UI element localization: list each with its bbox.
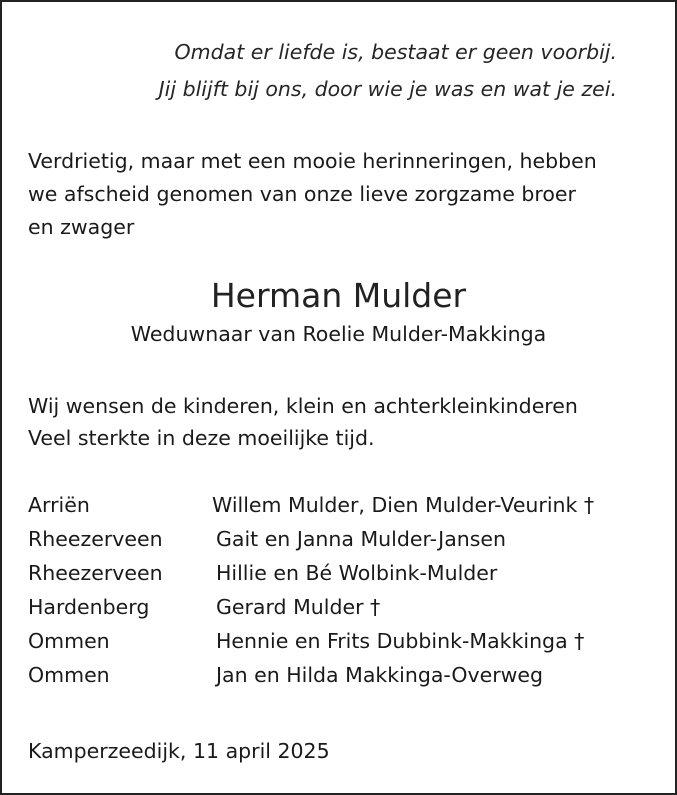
family-names: Gait en Janna Mulder-Jansen (216, 527, 507, 551)
intro-line: Verdrietig, maar met een mooie herinneringen, hebben (28, 149, 597, 173)
family-row (28, 624, 594, 658)
family-place: Arriën (28, 493, 90, 517)
family-place: Ommen (28, 663, 110, 687)
intro-text (28, 145, 658, 244)
wish-line: Wij wensen de kinderen, klein en achterkleinkinderen (28, 394, 578, 418)
family-names: Hennie en Frits Dubbink-Makkinga † (216, 629, 585, 653)
closing-place-date: Kamperzeedijk, 11 april 2025 (28, 739, 330, 763)
poem (159, 34, 617, 108)
family-place: Ommen (28, 629, 110, 653)
intro-line: we afscheid genomen van onze lieve zorgzame broer (28, 182, 576, 206)
family-row (28, 590, 594, 624)
family-row (28, 556, 594, 590)
intro-line: en zwager (28, 215, 135, 239)
wish-text (28, 390, 578, 454)
family-place: Rheezerveen (28, 527, 163, 551)
family-place: Hardenberg (28, 595, 150, 619)
family-row (28, 658, 594, 692)
family-names: Hillie en Bé Wolbink-Mulder (216, 561, 498, 585)
family-list (28, 488, 594, 692)
deceased-name: Herman Mulder (210, 276, 467, 315)
family-row (28, 488, 594, 522)
family-names: Jan en Hilda Makkinga-Overweg (216, 663, 544, 687)
poem-line: Omdat er liefde is, bestaat er geen voorbij. (174, 40, 617, 64)
family-names: Gerard Mulder † (216, 595, 381, 619)
deceased-subtitle: Weduwnaar van Roelie Mulder-Makkinga (130, 322, 547, 346)
wish-line: Veel sterkte in deze moeilijke tijd. (28, 426, 375, 450)
family-names: Willem Mulder, Dien Mulder-Veurink † (212, 493, 595, 517)
family-row (28, 522, 594, 556)
poem-line: Jij blijft bij ons, door wie je was en wat je zei. (158, 77, 617, 101)
family-place: Rheezerveen (28, 561, 163, 585)
